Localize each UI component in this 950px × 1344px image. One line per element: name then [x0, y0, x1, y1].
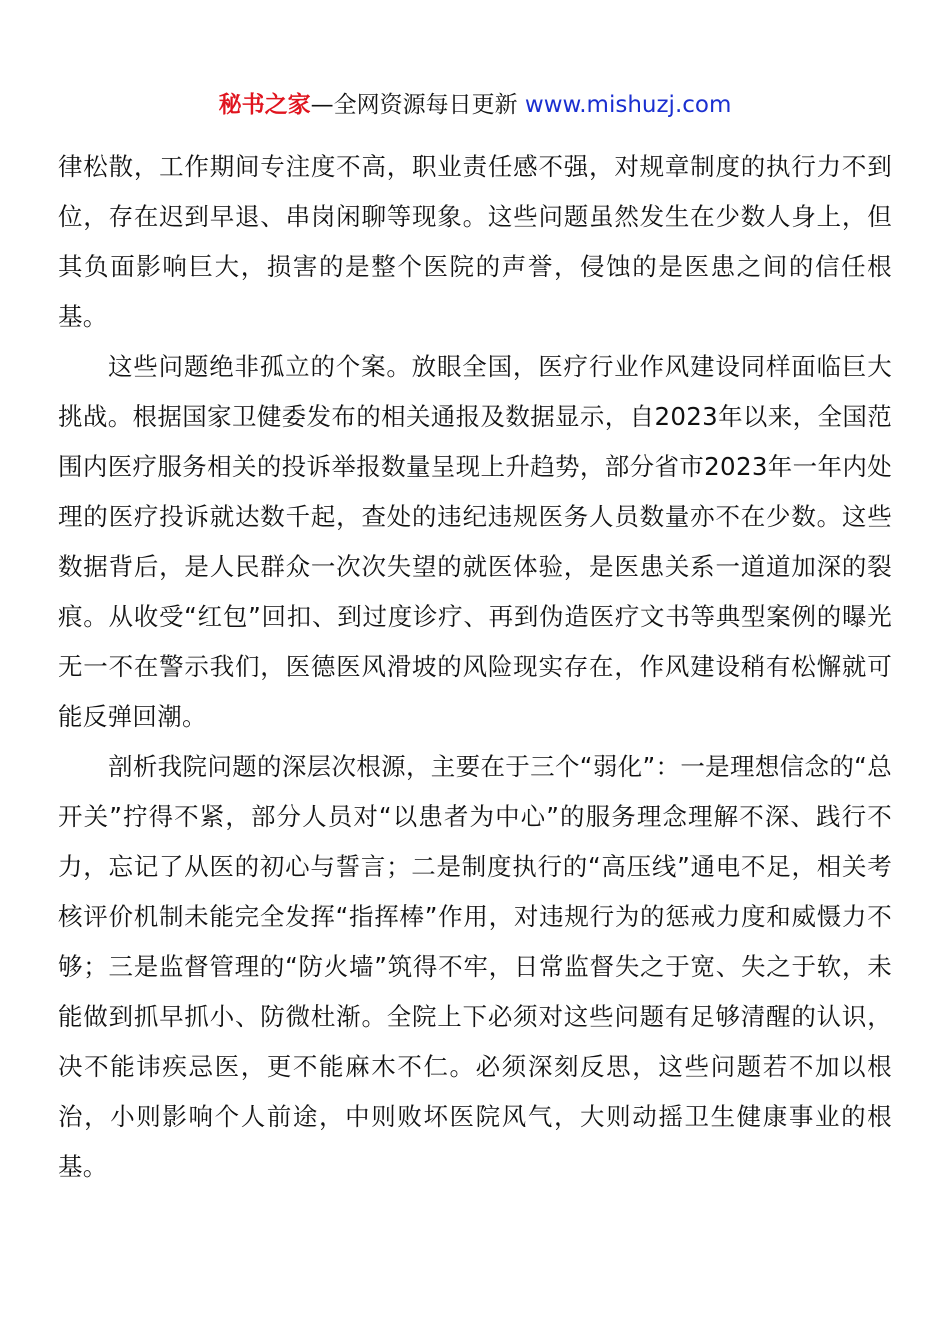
site-header: [0, 88, 950, 122]
paragraph-1: 律松散，工作期间专注度不高，职业责任感不强，对规章制度的执行力不到位，存在迟到早退、串岗闲聊等现象。这些问题虽然发生在少数人身上，但其负面影响巨大，损害的是整个医院的声誉，侵蚀的是医患之间的信任根基。: [58, 152, 892, 331]
paragraph-3: 剖析我院问题的深层次根源，主要在于三个“弱化”：一是理想信念的“总开关”拧得不紧，部分人员对“以患者为中心”的服务理念理解不深、践行不力，忘记了从医的初心与誓言；二是制度执行的“高压线”通电不足，相关考核评价机制未能完全发挥“指挥棒”作用，对违规行为的惩戒力度和威慑力不够；三是监督管理的“防火墙”筑得不牢，日常监督失之于宽、失之于软，未能做到抓早抓小、防微杜渐。全院上下必须对这些问题有足够清醒的认识，决不能讳疾忌医，更不能麻木不仁。必须深刻反思，这些问题若不加以根治，小则影响个人前途，中则败坏医院风气，大则动摇卫生健康事业的根基。: [58, 752, 892, 1181]
site-url-link[interactable]: www.mishuzj.com: [524, 92, 732, 118]
header-tagline: —全网资源每日更新: [310, 92, 525, 118]
brand-name: 秘书之家: [218, 92, 311, 118]
paragraph-2: 这些问题绝非孤立的个案。放眼全国，医疗行业作风建设同样面临巨大挑战。根据国家卫健委发布的相关通报及数据显示，自2023年以来，全国范围内医疗服务相关的投诉举报数量呈现上升趋势，部分省市2023年一年内处理的医疗投诉就达数千起，查处的违纪违规医务人员数量亦不在少数。这些数据背后，是人民群众一次次失望的就医体验，是医患关系一道道加深的裂痕。从收受“红包”回扣、到过度诊疗、再到伪造医疗文书等典型案例的曝光无一不在警示我们，医德医风滑坡的风险现实存在，作风建设稍有松懈就可能反弹回潮。: [58, 352, 892, 731]
document-body: [58, 142, 892, 1192]
